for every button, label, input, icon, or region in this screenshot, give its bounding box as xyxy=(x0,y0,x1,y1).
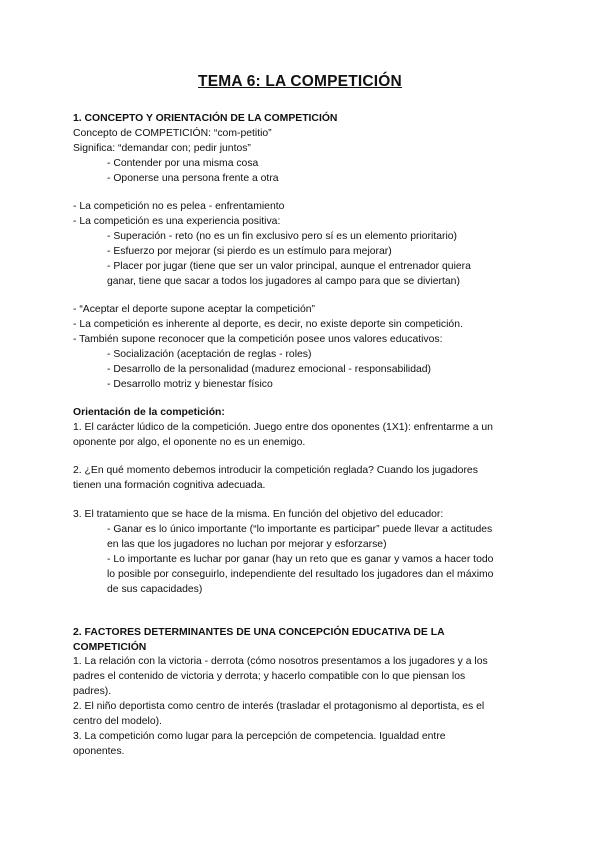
factor-line: oponentes. xyxy=(73,746,125,757)
point-subitem-cont: ganar, tiene que sacar a todos los jugadores al campo para que se diviertan) xyxy=(107,276,460,287)
value-item: - Socialización (aceptación de reglas - roles) xyxy=(107,349,312,360)
factor-line: 3. La competición como lugar para la percepción de competencia. Igualdad entre xyxy=(73,731,446,742)
meaning-item: - Oponerse una persona frente a otra xyxy=(107,173,279,184)
factor-line: 2. El niño deportista como centro de interés (trasladar el protagonismo al deportista, es el xyxy=(73,701,485,712)
orientation-line: 2. ¿En qué momento debemos introducir la competición reglada? Cuando los jugadores xyxy=(73,465,478,476)
value-item: - Desarrollo motriz y bienestar físico xyxy=(107,379,273,390)
orientation-subitem-cont: en las que los jugadores no luchan por mejorar y esforzarse) xyxy=(107,539,387,550)
orientation-line: oponente por algo, el oponente no es un enemigo. xyxy=(73,437,306,448)
value-item: - Desarrollo de la personalidad (madurez emocional - responsabilidad) xyxy=(107,364,432,375)
orientation-subitem-cont: de sus capacidades) xyxy=(107,584,203,595)
factor-line: 1. La relación con la victoria - derrota (cómo nosotros presentamos a los jugadores y a los xyxy=(73,656,488,667)
point-line: - La competición no es pelea - enfrentamiento xyxy=(73,201,285,212)
point-line: - La competición es inherente al deporte, es decir, no existe deporte sin competición. xyxy=(73,319,463,330)
point-line: - La competición es una experiencia positiva: xyxy=(73,216,281,227)
factor-line: centro del modelo). xyxy=(73,716,162,727)
concept-line: Concepto de COMPETICIÓN: “com-petitio” xyxy=(73,128,272,139)
point-line: - “Aceptar el deporte supone aceptar la competición” xyxy=(73,304,316,315)
point-subitem: - Superación - reto (no es un fin exclusivo pero sí es un elemento prioritario) xyxy=(107,231,457,242)
orientation-line: 1. El carácter lúdico de la competición. Juego entre dos oponentes (1X1): enfrentarme a un xyxy=(73,422,493,433)
point-subitem: - Esfuerzo por mejorar (si pierdo es un estímulo para mejorar) xyxy=(107,246,392,257)
section-1-heading: 1. CONCEPTO Y ORIENTACIÓN DE LA COMPETICIÓN xyxy=(73,113,338,124)
orientation-line: tienen una formación cognitiva adecuada. xyxy=(73,480,266,491)
point-subitem: - Placer por jugar (tiene que ser un valor principal, aunque el entrenador quiera xyxy=(107,261,471,272)
orientation-line: 3. El tratamiento que se hace de la misma. En función del objetivo del educador: xyxy=(73,509,444,520)
orientation-subitem-cont: lo posible por conseguirlo, independiente del resultado los jugadores dan el máximo xyxy=(107,569,494,580)
point-line: - También supone reconocer que la competición posee unos valores educativos: xyxy=(73,334,443,345)
section-2-heading-cont: COMPETICIÓN xyxy=(73,642,147,653)
orientation-heading: Orientación de la competición: xyxy=(73,407,225,418)
page-title: TEMA 6: LA COMPETICIÓN xyxy=(198,73,402,90)
meaning-line: Significa: “demandar con; pedir juntos” xyxy=(73,143,251,154)
factor-line: padres el contenido de victoria y derrota; y hacerlo compatible con lo que piensan los xyxy=(73,671,466,682)
section-2-heading: 2. FACTORES DETERMINANTES DE UNA CONCEPCIÓN EDUCATIVA DE LA xyxy=(73,627,445,638)
meaning-item: - Contender por una misma cosa xyxy=(107,158,259,169)
factor-line: padres). xyxy=(73,686,112,697)
orientation-subitem: - Ganar es lo único importante (“lo importante es participar” puede llevar a actitudes xyxy=(107,524,493,535)
orientation-subitem: - Lo importante es luchar por ganar (hay un reto que es ganar y vamos a hacer todo xyxy=(107,554,494,565)
